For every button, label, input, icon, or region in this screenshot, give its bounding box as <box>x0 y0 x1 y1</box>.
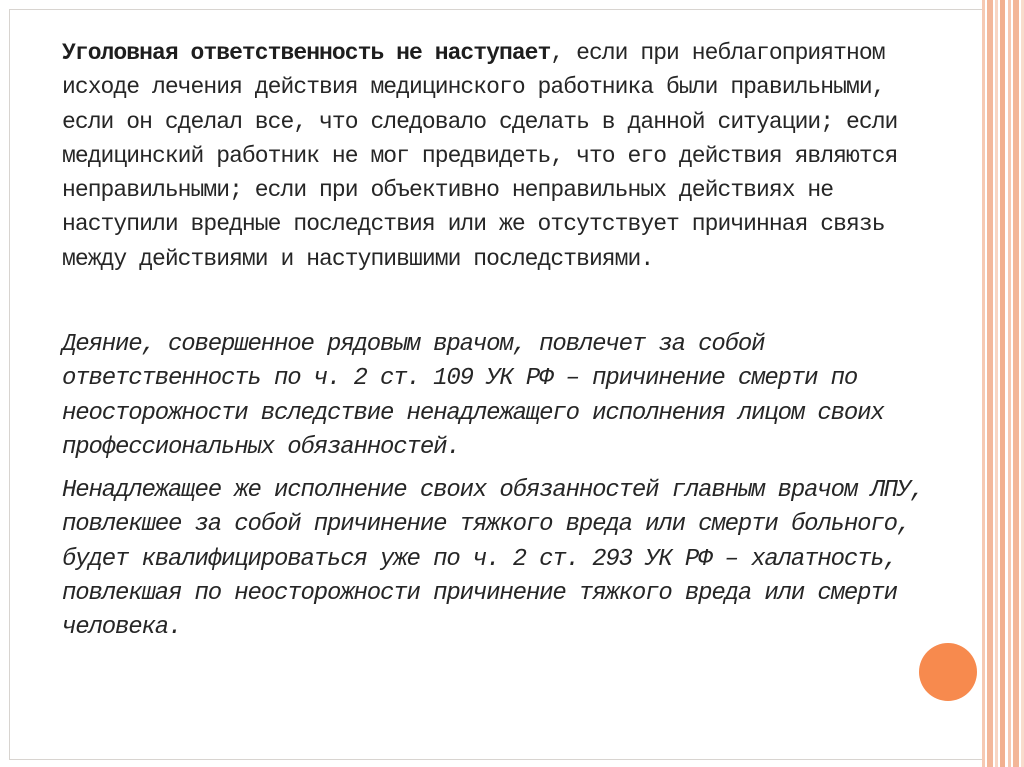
decorative-stripe <box>1008 0 1011 767</box>
paragraph-liability-not-arising <box>62 36 947 276</box>
slide-content <box>62 36 947 646</box>
paragraph-article-293: Ненадлежащее же исполнение своих обязанностей главным врачом ЛПУ, повлекшее за собой причинение тяжкого вреда или смерти больного, будет квалифицироваться уже по ч. 2 ст. 293 УК РФ – халатность, повлекшая по неосторожности причинение тяжкого вреда или смерти человека. <box>62 476 924 642</box>
paragraph-body: , если при неблагоприятном исходе лечения действия медицинского работника были правильными, если он сделал все, что следовало сделать в данной ситуации; если медицинский работник не мог предвидеть, что его действия являются неправильными; если при объективно неправильных действиях не наступили вредные последствия или же отсутствует причинная связь между действиями и наступившими последствиями. <box>62 40 898 272</box>
paragraph-lead: Уголовная ответственность не наступает <box>62 40 551 66</box>
decorative-stripe <box>987 0 993 767</box>
decorative-circle <box>919 643 977 701</box>
decorative-stripe <box>1013 0 1019 767</box>
paragraph-article-109: Деяние, совершенное рядовым врачом, повлечет за собой ответственность по ч. 2 ст. 109 УК РФ – причинение смерти по неосторожности вследствие ненадлежащего исполнения лицом своих профессиональных обязанностей. <box>62 331 884 462</box>
decorative-stripe <box>995 0 998 767</box>
decorative-stripe <box>1000 0 1005 767</box>
decorative-stripe <box>982 0 985 767</box>
